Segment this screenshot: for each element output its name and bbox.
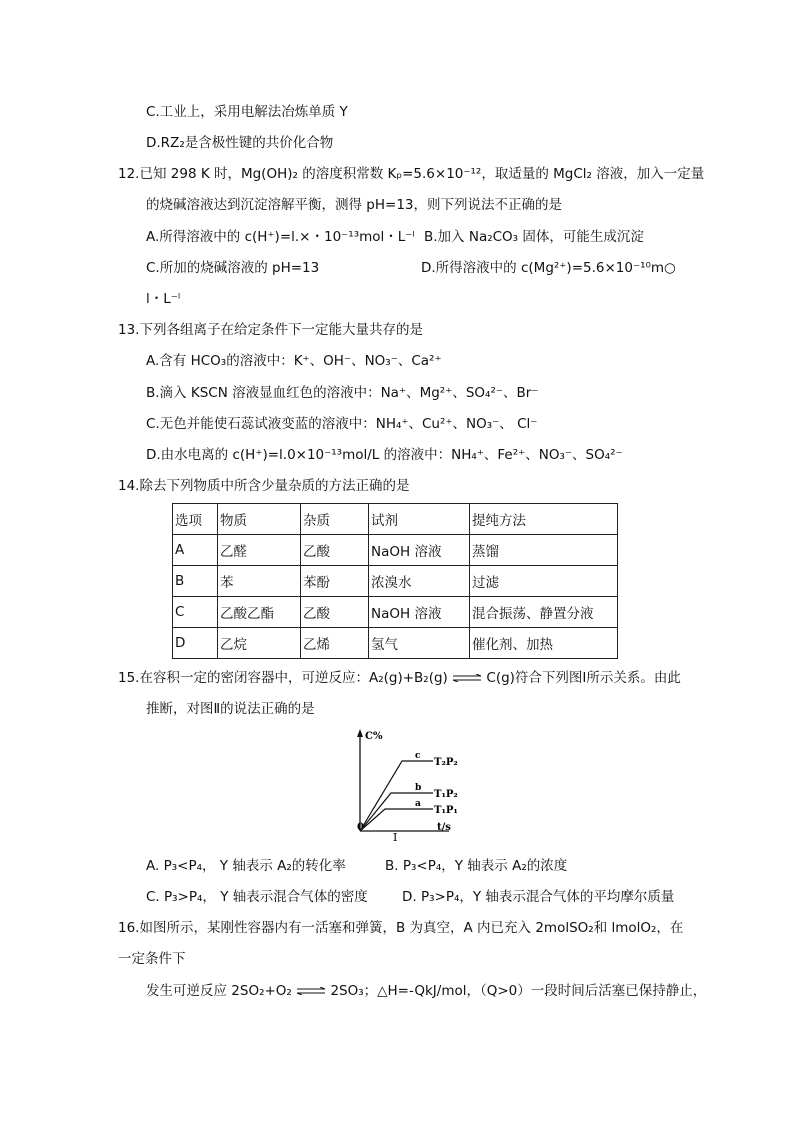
table-cell: D	[173, 628, 218, 659]
table-row	[173, 566, 618, 597]
table-cell: 乙酸乙酯	[218, 597, 301, 628]
table-row	[173, 628, 618, 659]
curve-c	[360, 761, 433, 831]
equilibrium-arrow-icon	[296, 987, 326, 995]
q11-option-d: D.RZ₂是含极性键的共价化合物	[146, 135, 334, 151]
table-cell: 浓溴水	[369, 566, 470, 597]
y-axis-label: C%	[365, 731, 383, 742]
figure-1-chart	[345, 727, 475, 845]
table-cell: 乙烷	[218, 628, 301, 659]
table-cell: B	[173, 566, 218, 597]
x-axis-label: t/s	[437, 822, 451, 833]
q15-stem-line1	[118, 668, 681, 688]
q16-stem-line2: 一定条件下	[118, 951, 186, 967]
table-cell: 蒸馏	[470, 535, 618, 566]
q12-stem-line2: 的烧碱溶液达到沉淀溶解平衡，测得 pH=13，则下列说法不正确的是	[146, 197, 563, 213]
curve-letter-label: c	[415, 751, 421, 761]
q16-stem-line1: 16.如图所示，某刚性容器内有一活塞和弹簧，B 为真空，A 内已充入 2molSO₂和 lmolO₂，在	[118, 920, 684, 936]
q12-option-d: D.所得溶液中的 c(Mg²⁺)=5.6×10⁻¹⁰m○	[421, 260, 676, 276]
table-cell: 氢气	[369, 628, 470, 659]
table-cell: 催化剂、加热	[470, 628, 618, 659]
table-header-cell: 提纯方法	[470, 504, 618, 535]
q12-option-c: C.所加的烧碱溶液的 pH=13	[146, 260, 320, 276]
origin-label: 0	[357, 822, 364, 833]
table-cell: 过滤	[470, 566, 618, 597]
curve-letter-label: b	[415, 783, 422, 793]
table-cell: 乙酸	[301, 535, 369, 566]
q11-option-c: C.工业上，采用电解法冶炼单质 Y	[146, 104, 348, 120]
curve-condition-label: T₁P₂	[434, 789, 458, 800]
table-header-cell: 杂质	[301, 504, 369, 535]
table-header-row	[173, 504, 618, 535]
equilibrium-arrow-icon	[452, 674, 482, 682]
table-cell: 混合振荡、静置分液	[470, 597, 618, 628]
q13-stem: 13.下列各组离子在给定条件下一定能大量共存的是	[118, 322, 423, 338]
q14-stem: 14.除去下列物质中所含少量杂质的方法正确的是	[118, 478, 410, 494]
q12-option-b: B.加入 Na₂CO₃ 固体，可能生成沉淀	[424, 229, 644, 245]
q15-option-d: D. P₃>P₄，Y 轴表示混合气体的平均摩尔质量	[402, 889, 675, 905]
table-header-cell: 物质	[218, 504, 301, 535]
q13-option-a: A.含有 HCO₃的溶液中：K⁺、OH⁻、NO₃⁻、Ca²⁺	[146, 353, 442, 369]
q15-option-a: A. P₃<P₄， Y 轴表示 A₂的转化率	[146, 858, 346, 874]
q16-stem-line3	[146, 981, 706, 1001]
q16-stem-part1: 发生可逆反应 2SO₂+O₂	[146, 983, 292, 999]
q12-option-d-continued: l・L⁻ˡ	[146, 291, 181, 307]
q15-stem-line2: 推断，对图Ⅱ的说法正确的是	[146, 701, 315, 717]
q15-option-c: C. P₃>P₄， Y 轴表示混合气体的密度	[146, 889, 368, 905]
table-row	[173, 535, 618, 566]
q13-option-b: B.滴入 KSCN 溶液显血红色的溶液中：Na⁺、Mg²⁺、SO₄²⁻、Br⁻	[146, 385, 539, 401]
table-cell: 苯	[218, 566, 301, 597]
table-cell: 苯酚	[301, 566, 369, 597]
q15-stem-part1: 15.在容积一定的密闭容器中，可逆反应：A₂(g)+B₂(g)	[118, 670, 448, 686]
q12-option-a: A.所得溶液中的 c(H⁺)=l.×・10⁻¹³mol・L⁻ˡ	[146, 229, 415, 245]
figure-caption: I	[393, 831, 398, 844]
table-cell: 乙烯	[301, 628, 369, 659]
table-cell: 乙酸	[301, 597, 369, 628]
q12-stem-line1: 12.已知 298 K 时，Mg(OH)₂ 的溶度积常数 Kₚ=5.6×10⁻¹²，取适量的 MgCl₂ 溶液，加入一定量	[118, 166, 705, 182]
q15-option-b: B. P₃<P₄，Y 轴表示 A₂的浓度	[385, 858, 568, 874]
table-cell: NaOH 溶液	[369, 597, 470, 628]
table-cell: 乙醛	[218, 535, 301, 566]
curve-condition-label: T₂P₂	[434, 757, 458, 768]
table-header-cell: 试剂	[369, 504, 470, 535]
curve-condition-label: T₁P₁	[434, 805, 458, 816]
q15-stem-part2: C(g)符合下列图Ⅰ所示关系。由此	[486, 670, 681, 686]
table-header-cell: 选项	[173, 504, 218, 535]
q13-option-d: D.由水电离的 c(H⁺)=l.0×10⁻¹³mol/L 的溶液中：NH₄⁺、Fe²⁺、NO₃⁻、SO₄²⁻	[146, 447, 623, 463]
q16-stem-part2: 2SO₃；△H=-QkJ/mol，（Q>0）一段时间后活塞已保持静止，	[330, 983, 707, 999]
y-axis-arrow-icon	[357, 729, 363, 737]
q13-option-c: C.无色并能使石蕊试液变蓝的溶液中：NH₄⁺、Cu²⁺、NO₃⁻、 Cl⁻	[146, 416, 538, 432]
table-cell: NaOH 溶液	[369, 535, 470, 566]
q14-options-table	[172, 503, 618, 659]
table-cell: C	[173, 597, 218, 628]
curve-letter-label: a	[415, 799, 421, 809]
table-row	[173, 597, 618, 628]
table-cell: A	[173, 535, 218, 566]
